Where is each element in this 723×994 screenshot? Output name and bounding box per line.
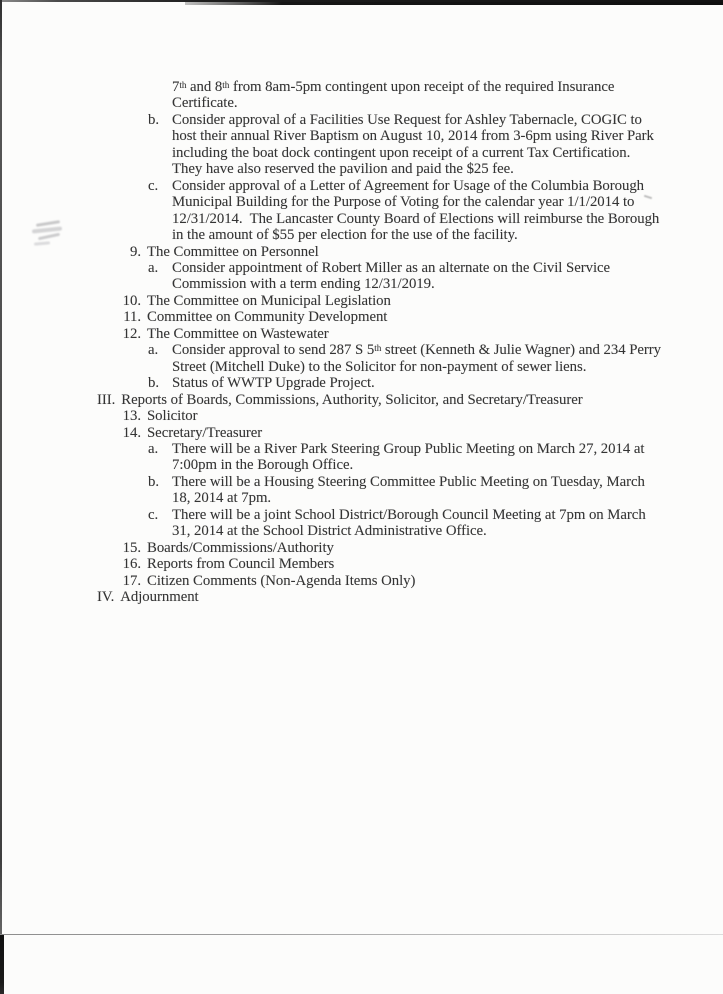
scan-artifact-top-edge-dark [185,2,723,5]
list-marker: a. [148,342,159,359]
list-marker: IV. [97,589,115,606]
list-marker: b. [148,111,159,128]
agenda-item [0,556,664,572]
agenda-item [0,392,664,408]
agenda-item [0,293,664,309]
agenda-text: Committee on Community Development [147,309,388,326]
list-marker: a. [148,440,159,457]
agenda-text: Citizen Comments (Non-Agenda Items Only) [147,572,416,589]
list-marker: 9. [130,243,141,260]
agenda-text: Solicitor [147,408,198,425]
agenda-item [0,260,664,293]
agenda-item [0,326,664,342]
list-marker: 13. [122,408,141,425]
agenda-text: Consider approval of a Facilities Use Request for Ashley Tabernacle, COGIC to host their annual River Baptism on August 10, 2014 from 3-6pm using River Park including the boat dock contingent upon receipt of a current Tax Certification. They have also reserved the pavilion and paid the $25 fee. [172,111,658,178]
list-marker: b. [148,375,159,392]
list-marker: 12. [122,325,141,342]
superscript: th [179,79,187,90]
agenda-item [0,507,664,540]
list-marker: III. [97,391,116,408]
agenda-item [0,79,664,112]
agenda-item [0,540,664,556]
list-marker: 16. [122,556,141,573]
agenda-text: Reports from Council Members [147,556,335,573]
agenda-text: There will be a joint School District/Borough Council Meeting at 7pm on March 31, 2014 at the School District Administrative Office. [172,506,650,540]
agenda-item [0,375,664,391]
agenda-item [0,342,664,375]
list-marker: c. [148,506,159,523]
list-marker: 15. [122,539,141,556]
agenda-text: The Committee on Municipal Legislation [147,292,391,309]
agenda-item [0,425,664,441]
agenda-text: The Committee on Personnel [147,243,319,260]
list-marker: b. [148,473,159,490]
agenda-text: There will be a River Park Steering Group Public Meeting on March 27, 2014 at 7:00pm in the Borough Office. [172,440,649,474]
agenda-text: Boards/Commissions/Authority [147,539,334,556]
agenda-item [0,244,664,260]
agenda-item [0,112,664,178]
agenda-item [0,441,664,474]
superscript: th [374,342,382,353]
list-marker: a. [148,259,159,276]
agenda-item [0,589,664,605]
list-marker: 11. [123,309,141,326]
agenda-text: 7th and 8th from 8am-5pm contingent upon receipt of the required Insurance Certificate. [172,79,619,112]
list-marker: c. [148,177,159,194]
agenda-item [0,309,664,325]
list-marker: 17. [122,572,141,589]
list-marker: 14. [122,424,141,441]
agenda-text: Consider approval to send 287 S 5th street (Kenneth & Julie Wagner) and 234 Perry Street (Mitchell Duke) to the Solicitor for non-payment of sewer liens. [172,342,665,375]
agenda-item [0,408,664,424]
agenda-item [0,573,664,589]
agenda-text: Consider appointment of Robert Miller as an alternate on the Civil Service Commission with a term ending 12/31/2019. [172,259,614,293]
agenda-item [0,474,664,507]
scan-artifact-corner-bar [0,935,4,994]
list-marker: 10. [122,292,141,309]
agenda-text: Consider approval of a Letter of Agreement for Usage of the Columbia Borough Municipal Building for the Purpose of Voting for the calendar year 1/1/2014 to 12/31/2014. The Lancaster County Board of Elections will reimburse the Borough in the amount of $55 per election for the use of the facility. [172,177,663,244]
agenda-text: Reports of Boards, Commissions, Authority, Solicitor, and Secretary/Treasurer [121,391,583,408]
agenda-list [0,79,664,606]
agenda-text: Secretary/Treasurer [147,424,263,441]
agenda-text: Status of WWTP Upgrade Project. [172,375,375,392]
agenda-text: There will be a Housing Steering Committee Public Meeting on Tuesday, March 18, 2014 at 7pm. [172,473,649,507]
agenda-item [0,178,664,244]
agenda-text: The Committee on Wastewater [147,325,329,342]
agenda-text: Adjournment [120,589,199,606]
superscript: th [222,79,230,90]
scan-artifact-seam-line [0,934,723,935]
